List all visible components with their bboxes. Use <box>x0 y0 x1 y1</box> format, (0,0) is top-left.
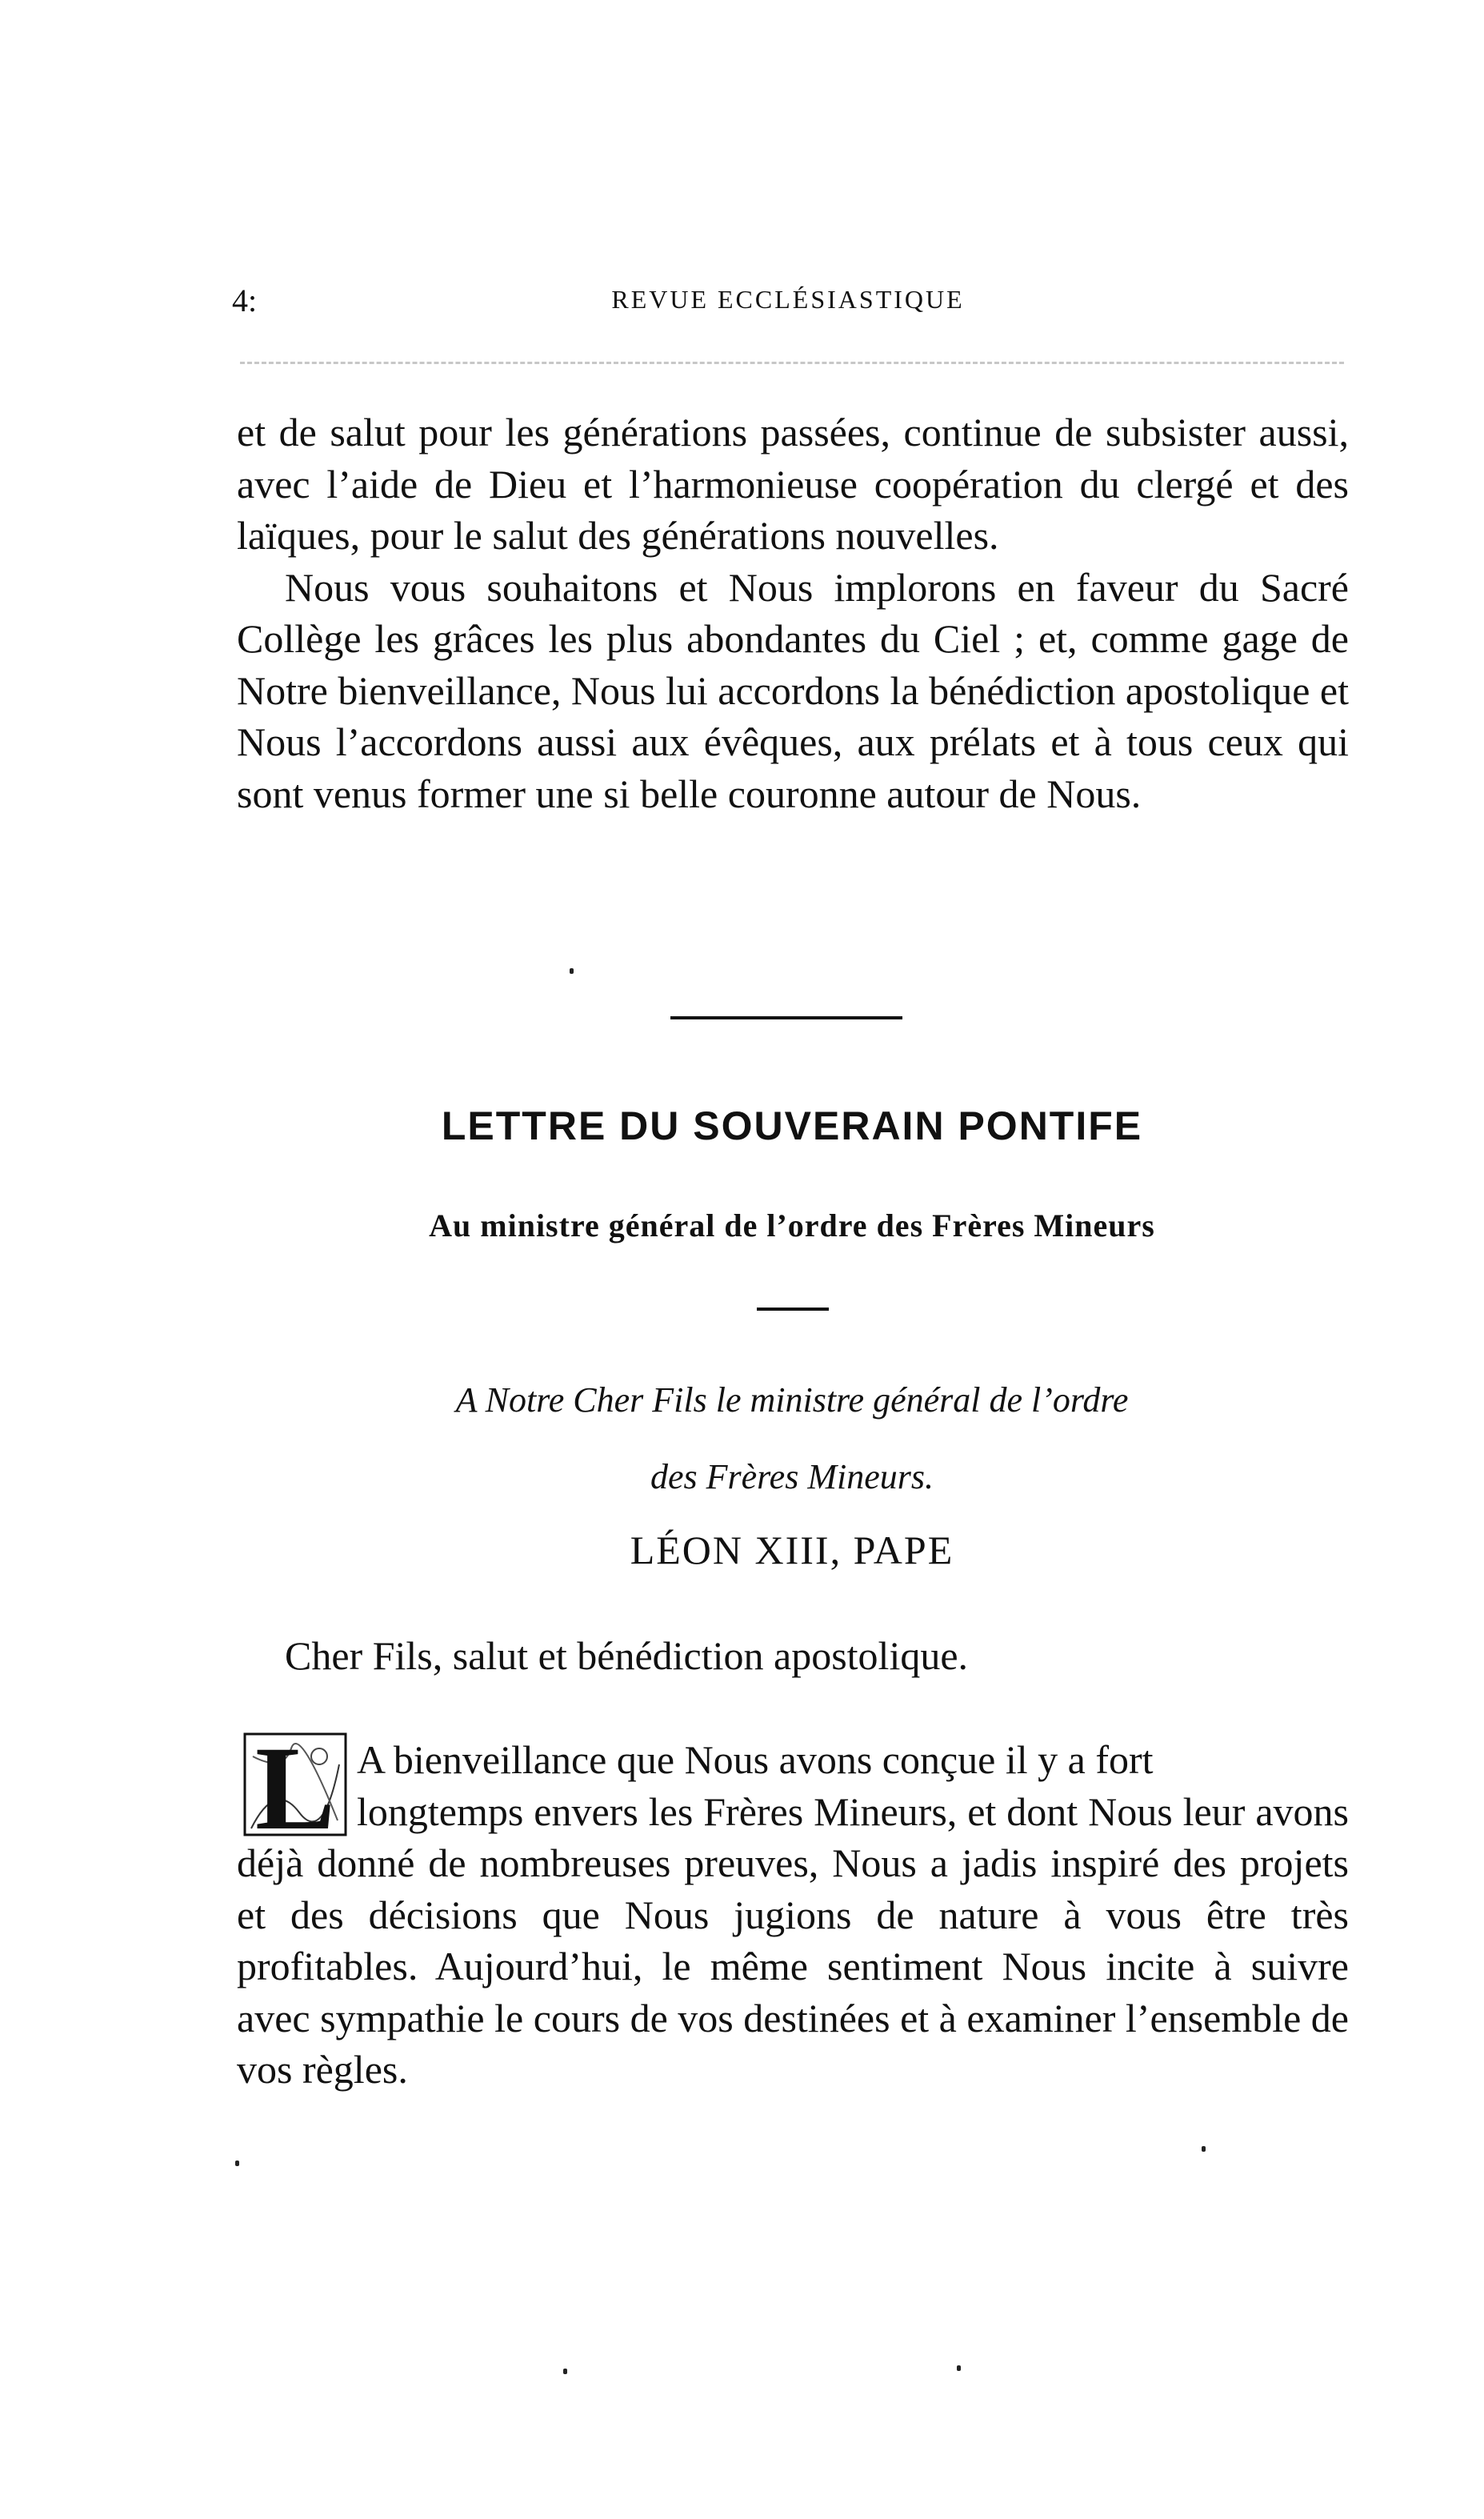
page-number: 4: <box>232 282 258 318</box>
print-speck <box>235 2161 239 2166</box>
letter-subtitle: Au ministre général de l’ordre des Frères Mineurs <box>429 1207 1155 1243</box>
continuation-text <box>237 406 1349 819</box>
print-speck <box>570 968 574 974</box>
salutation: Cher Fils, salut et bénédiction apostolique. <box>285 1633 969 1678</box>
letter-address <box>240 1362 1344 1516</box>
print-speck <box>563 2369 567 2374</box>
continuation-paragraph-2: Nous vous souhaitons et Nous implorons en faveur du Sacré Collège les grâces les plus abondantes du Ciel ; et, comme gage de Notre bienveillance, Nous lui accordons la bénédiction apostolique et Nous l’accordons aussi aux évêques, aux prélats et à tous ceux qui sont venus former une si belle couronne autour de Nous. <box>237 564 1349 816</box>
address-line-1: A Notre Cher Fils le ministre général de l’ordre <box>455 1380 1129 1420</box>
continuation-paragraph-1: et de salut pour les générations passées, continue de subsister aussi, avec l’aide de Dieu et l’harmonieuse coopération du clergé et des laïques, pour le salut des générations nouvelles. <box>237 410 1349 558</box>
letter-title: LETTRE DU SOUVERAIN PONTIFE <box>441 1103 1143 1148</box>
header-rule <box>240 362 1344 364</box>
drop-initial-letter: L <box>254 1722 336 1855</box>
letter-body-rest: longtemps envers les Frères Mineurs, et dont Nous leur avons déjà donné de nombreuses preuves, Nous a jadis inspiré des projets et des décisions que Nous jugions de nature à vous être très profitables. Aujourd’hui, le même sentiment Nous incite à suivre avec sympathie le cours de vos destinées et à examiner l’ensemble de vos règles. <box>237 1788 1349 2092</box>
address-line-2: des Frères Mineurs. <box>650 1457 934 1496</box>
running-head <box>232 282 1344 330</box>
letter-body <box>237 1722 1349 2096</box>
short-separator-rule <box>757 1308 829 1311</box>
section-separator-rule <box>670 1016 902 1019</box>
print-speck <box>1202 2146 1206 2152</box>
running-title: REVUE ECCLÉSIASTIQUE <box>611 285 965 314</box>
letter-body-first-line: A bienveillance que Nous avons conçue il y a fort <box>357 1737 1154 1782</box>
print-speck <box>957 2365 961 2371</box>
pope-heading: LÉON XIII, PAPE <box>630 1528 954 1572</box>
